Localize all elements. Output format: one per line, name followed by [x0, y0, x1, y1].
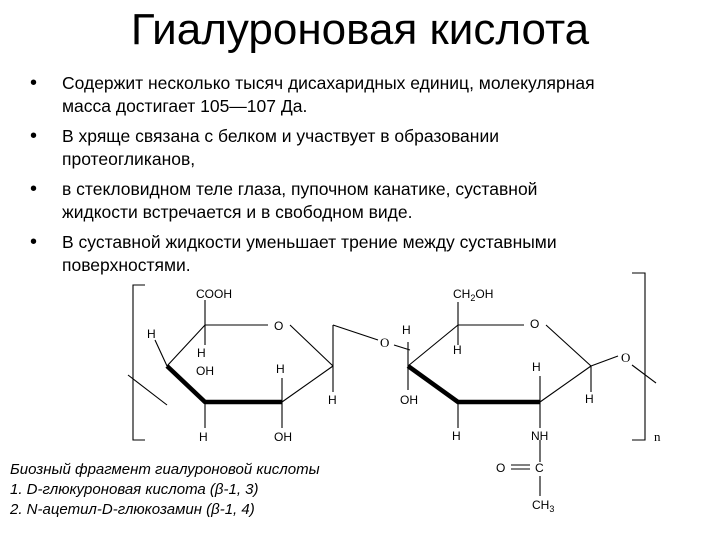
- hydrogen-label: H: [452, 429, 461, 443]
- hydrogen-label: H: [585, 392, 594, 406]
- glycosidic-oxygen-label: O: [380, 335, 390, 350]
- caption-line: 2. N-ацетил-D-глюкозамин (β-1, 4): [10, 501, 255, 518]
- right-bracket: [632, 273, 645, 440]
- bullet-dot: •: [30, 72, 38, 94]
- bullet-text-line: В хряще связана с белком и участвует в образовании: [62, 126, 500, 146]
- bullet-text-line: В суставной жидкости уменьшает трение между суставными: [62, 232, 557, 252]
- repeat-n-label: n: [654, 429, 661, 444]
- caption-line: Биозный фрагмент гиалуроновой кислоты: [10, 461, 320, 478]
- bullet-text-line: в стекловидном теле глаза, пупочном канатике, суставной: [62, 179, 538, 199]
- hydrogen-label: H: [197, 346, 206, 360]
- carbonyl-carbon-label: C: [535, 461, 544, 475]
- ring-oxygen-label: O: [530, 317, 540, 331]
- hydrogen-label: H: [147, 327, 156, 341]
- left-bracket: [133, 285, 145, 440]
- hydrogen-label: H: [328, 393, 337, 407]
- bullet-text-line: Содержит несколько тысяч дисахаридных единиц, молекулярная: [62, 73, 595, 93]
- bullet-text-line: протеогликанов,: [62, 148, 196, 169]
- hydroxyl-label: OH: [196, 364, 214, 378]
- carbonyl-oxygen-label: O: [496, 461, 506, 475]
- hydrogen-label: H: [276, 362, 285, 376]
- ring-oxygen-label: O: [274, 319, 284, 333]
- nh-label: NH: [531, 429, 549, 443]
- left-ring-front-edge: [167, 366, 282, 402]
- bullet-text-line: масса достигает 105—107 Да.: [62, 95, 308, 116]
- right-ring-front-edge: [408, 366, 540, 402]
- page-title: Гиалуроновая кислота: [130, 5, 590, 54]
- hydrogen-label: H: [199, 430, 208, 444]
- caption-line: 1. D-глюкуроновая кислота (β-1, 3): [10, 481, 259, 498]
- terminal-bond-left: [128, 375, 167, 405]
- ch2oh-label: $CH_2OH$: [453, 287, 494, 303]
- hydrogen-label: H: [532, 360, 541, 374]
- bullet-dot: •: [30, 125, 38, 147]
- hydrogen-label: H: [453, 343, 462, 357]
- left-ring: [167, 325, 333, 366]
- hydroxyl-label: OH: [274, 430, 292, 444]
- figure-caption: [10, 460, 320, 520]
- glycosidic-oxygen-label: O: [621, 350, 631, 365]
- bullet-dot: •: [30, 231, 38, 253]
- hydroxyl-label: OH: [400, 393, 418, 407]
- bullet-text-line: жидкости встречается и в свободном виде.: [62, 201, 413, 222]
- bullet-dot: •: [30, 178, 38, 200]
- ch3-label: $CH_3$: [532, 498, 555, 514]
- cooh-label: COOH: [196, 287, 232, 301]
- bullet-text-line: поверхностями.: [62, 254, 191, 275]
- hydrogen-label: H: [402, 323, 411, 337]
- right-ring: [408, 325, 591, 366]
